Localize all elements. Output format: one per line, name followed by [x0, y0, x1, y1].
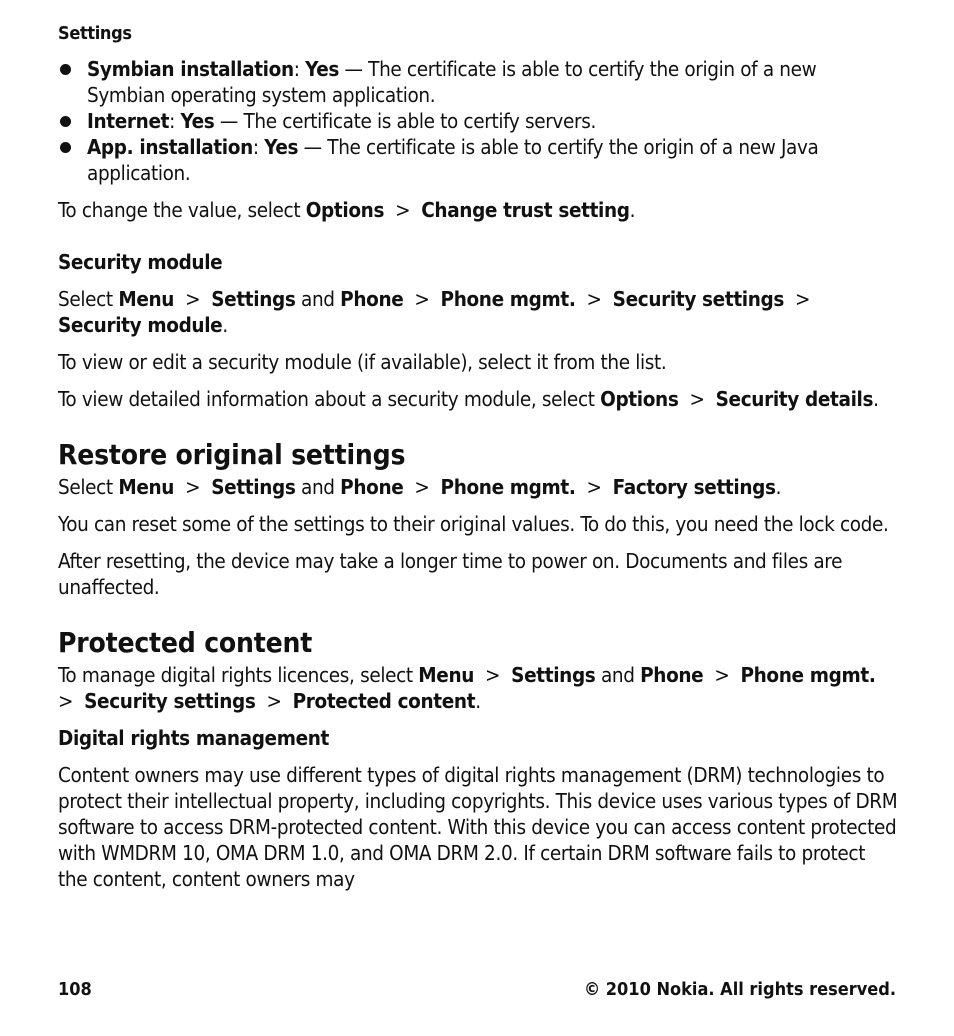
restore-paragraph-1: You can reset some of the settings to their original values. To do this, you need the lock code. [58, 512, 889, 536]
drm-heading: Digital rights management [58, 726, 329, 750]
page-number: 108 [58, 979, 92, 1000]
copyright-notice: © 2010 Nokia. All rights reserved. [583, 979, 896, 1000]
drm-paragraph: Content owners may use different types of digital rights management (DRM) technologies to protect their intellectual property, including copyrights. This device uses various types of DRM software to access DRM-protected content. With this device you can access content protected with WMDRM 10, OMA DRM 1.0, and OMA DRM 2.0. If certain DRM software fails to protect the content, content owners may [58, 763, 898, 891]
protected-content-path: To manage digital rights licences, select Menu > Settings and Phone > Phone mgmt. > Security settings > Protected content. [58, 663, 881, 713]
bullet-internet: Internet: Yes — The certificate is able to certify servers. [58, 108, 898, 134]
certificate-bullet-list [58, 56, 898, 186]
bullet-description: The certificate is able to certify the origin of a new Symbian operating system application. [87, 57, 817, 107]
bullet-description: The certificate is able to certify servers. [243, 109, 596, 133]
restore-heading: Restore original settings [58, 438, 406, 471]
bullet-label: Symbian installation [87, 57, 294, 81]
view-edit-paragraph: To view or edit a security module (if available), select it from the list. [58, 350, 667, 374]
security-module-heading: Security module [58, 250, 223, 274]
page-footer [58, 977, 896, 1003]
change-trust-paragraph: To change the value, select Options > Change trust setting. [58, 198, 636, 222]
bullet-value: Yes [264, 135, 299, 159]
security-module-path: Select Menu > Settings and Phone > Phone mgmt. > Security settings > Security module. [58, 287, 811, 337]
running-header: Settings [58, 23, 132, 44]
bullet-label: App. installation [87, 135, 253, 159]
protected-content-heading: Protected content [58, 626, 313, 659]
restore-paragraph-2: After resetting, the device may take a longer time to power on. Documents and files are unaffected. [58, 549, 843, 599]
bullet-symbian-installation: Symbian installation: Yes — The certificate is able to certify the origin of a new Symbian operating system application. [58, 56, 898, 108]
security-details-paragraph: To view detailed information about a security module, select Options > Security details. [58, 387, 879, 411]
bullet-value: Yes [305, 57, 340, 81]
bullet-label: Internet [87, 109, 170, 133]
page-content [58, 20, 898, 892]
bullet-app-installation: App. installation: Yes — The certificate is able to certify the origin of a new Java application. [58, 134, 898, 186]
bullet-description: The certificate is able to certify the origin of a new Java application. [87, 135, 819, 185]
restore-path: Select Menu > Settings and Phone > Phone mgmt. > Factory settings. [58, 475, 782, 499]
bullet-value: Yes [180, 109, 215, 133]
